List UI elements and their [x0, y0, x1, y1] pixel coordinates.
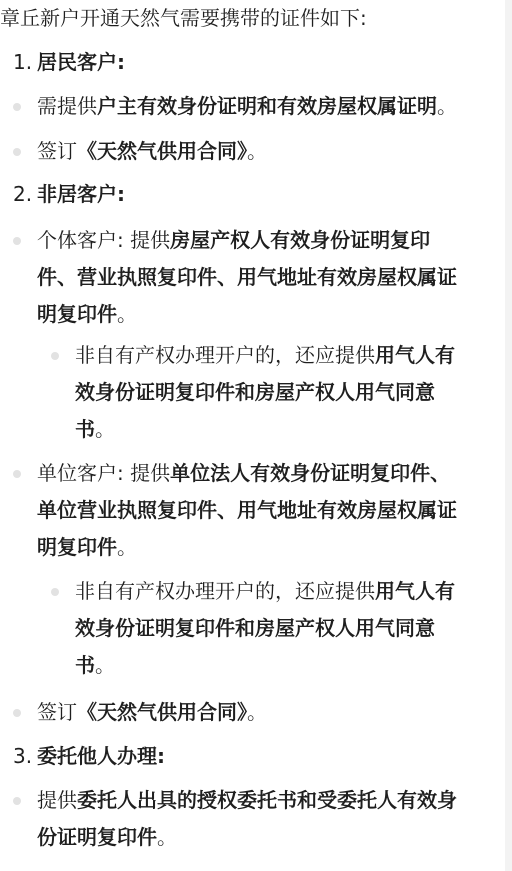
text-line — [37, 133, 267, 170]
section-title: 委托他人办理: — [37, 744, 165, 768]
section-number: 3. — [13, 744, 33, 768]
list-item-text — [37, 455, 457, 566]
bold-text: 《天然气供用合同》 — [77, 700, 247, 724]
plain-text: 非自有产权办理开户的，还应提供 — [75, 343, 375, 367]
text-line — [75, 647, 455, 684]
bold-text: 明复印件 — [37, 302, 117, 326]
text-line — [37, 782, 457, 819]
bold-text: 用气人有 — [375, 343, 455, 367]
plain-text: 个体客户: 提供 — [37, 228, 171, 252]
bold-text: 《天然气供用合同》 — [77, 139, 247, 163]
section-title: 居民客户: — [37, 50, 125, 74]
text-line — [75, 337, 455, 374]
text-line — [37, 222, 457, 259]
bold-text: 书 — [75, 653, 95, 677]
plain-text: 。 — [247, 139, 267, 163]
section-1-heading — [13, 49, 125, 75]
text-line — [37, 88, 457, 125]
plain-text: 。 — [117, 302, 137, 326]
plain-text: 。 — [247, 700, 267, 724]
bullet-dot-icon — [13, 148, 21, 156]
plain-text: 签订 — [37, 700, 77, 724]
list-item-text — [37, 782, 457, 856]
sub-list-item-text — [75, 573, 455, 684]
bullet-dot-icon — [51, 588, 59, 596]
bullet-dot-icon — [13, 237, 21, 245]
list-item-text — [37, 222, 457, 333]
bullet-dot-icon — [51, 352, 59, 360]
list-item-text — [37, 694, 267, 731]
bold-text: 明复印件 — [37, 535, 117, 559]
bold-text: 委托人出具的授权委托书和受委托人有效身 — [77, 788, 457, 812]
bold-text: 用气人有 — [375, 579, 455, 603]
section-3-heading — [13, 743, 165, 769]
bold-text: 效身份证明复印件和房屋产权人用气同意 — [75, 616, 435, 640]
text-line — [37, 455, 457, 492]
text-line — [37, 296, 457, 333]
bullet-dot-icon — [13, 709, 21, 717]
text-line — [37, 529, 457, 566]
section-number: 1. — [13, 50, 33, 74]
bold-text: 单位法人有效身份证明复印件、 — [170, 461, 451, 485]
bold-text: 件、营业执照复印件、用气地址有效房屋权属证 — [37, 265, 457, 289]
list-item-text — [37, 133, 267, 170]
bold-text: 户主有效身份证明和有效房屋权属证明 — [97, 94, 437, 118]
plain-text: 提供 — [37, 788, 77, 812]
plain-text: 。 — [117, 535, 137, 559]
text-line — [37, 694, 267, 731]
section-title: 非居客户: — [37, 182, 125, 206]
scrollbar-track[interactable] — [505, 0, 512, 871]
text-line — [75, 411, 455, 448]
bold-text: 份证明复印件 — [37, 825, 157, 849]
bullet-dot-icon — [13, 470, 21, 478]
bold-text: 单位营业执照复印件、用气地址有效房屋权属证 — [37, 498, 457, 522]
text-line — [37, 492, 457, 529]
plain-text: 签订 — [37, 139, 77, 163]
text-line — [37, 259, 457, 296]
plain-text: 。 — [437, 94, 457, 118]
bold-text: 房屋产权人有效身份证明复印 — [170, 228, 431, 252]
plain-text: 单位客户: 提供 — [37, 461, 171, 485]
section-number: 2. — [13, 182, 33, 206]
bold-text: 书 — [75, 417, 95, 441]
intro-text: 章丘新户开通天然气需要携带的证件如下: — [0, 6, 367, 30]
sub-list-item-text — [75, 337, 455, 448]
bold-text: 效身份证明复印件和房屋产权人用气同意 — [75, 380, 435, 404]
section-2-heading — [13, 181, 125, 207]
bullet-dot-icon — [13, 797, 21, 805]
plain-text: 非自有产权办理开户的，还应提供 — [75, 579, 375, 603]
list-item-text — [37, 88, 457, 125]
text-line — [75, 610, 455, 647]
plain-text: 。 — [95, 653, 115, 677]
text-line — [75, 573, 455, 610]
plain-text: 需提供 — [37, 94, 97, 118]
text-line — [75, 374, 455, 411]
plain-text: 。 — [157, 825, 177, 849]
text-line — [37, 819, 457, 856]
bullet-dot-icon — [13, 103, 21, 111]
plain-text: 。 — [95, 417, 115, 441]
